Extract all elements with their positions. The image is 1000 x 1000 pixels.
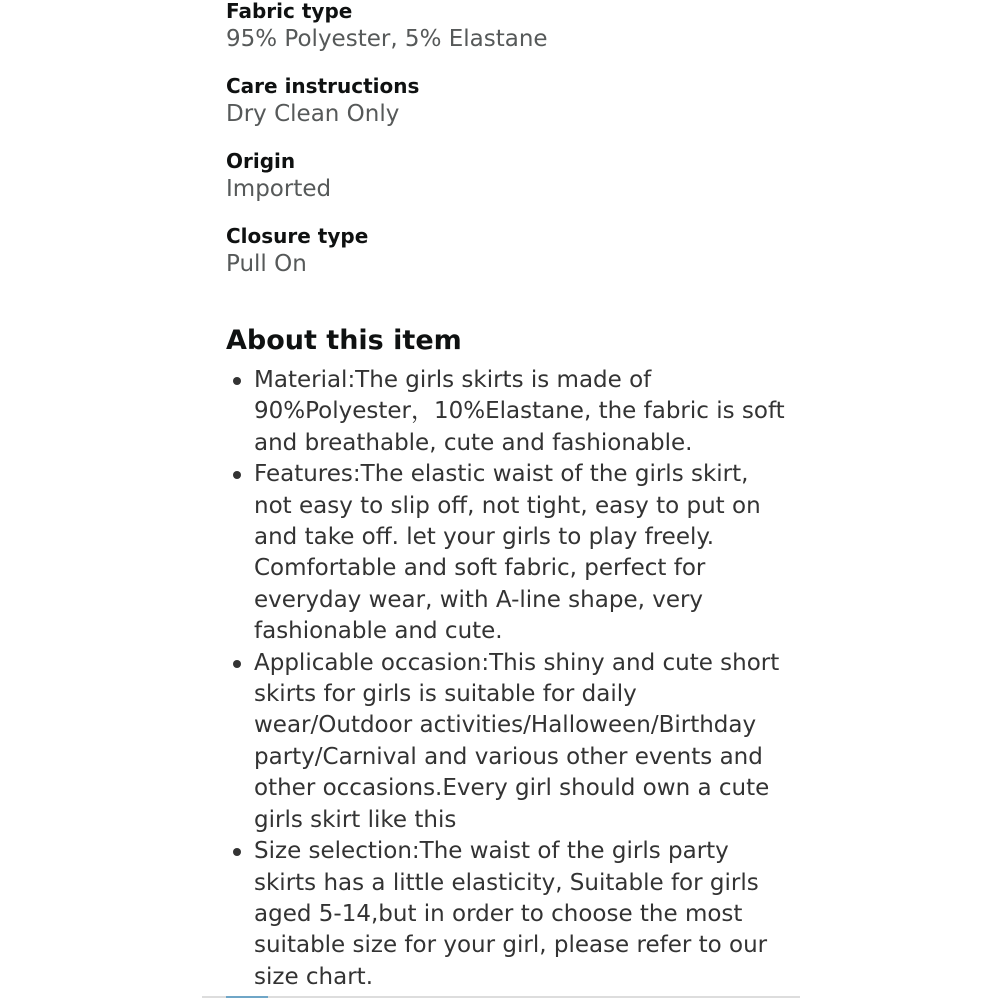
detail-origin: [226, 148, 331, 204]
detail-label: Fabric type: [226, 0, 353, 23]
detail-value: Imported: [226, 176, 332, 202]
bullet-dot-icon: [233, 471, 241, 479]
bullet-text: Applicable occasion:This shiny and cute short skirts for girls is suitable for daily wear/Outdoor activities/Halloween/Birthday party/Carnival and various other events and other occasions.Every girl should own a cute girls skirt like this: [254, 649, 780, 833]
bullet-text: Size selection:The waist of the girls party skirts has a little elasticity, Suitable for girls aged 5-14,but in order to choose the most suitable size for your girl, please refer to our size chart.: [254, 838, 768, 990]
bottom-divider: [202, 996, 800, 998]
detail-care-instructions: [226, 73, 419, 129]
detail-label: Origin: [226, 149, 296, 173]
detail-label: Care instructions: [226, 74, 420, 98]
bullet-dot-icon: [233, 848, 241, 856]
bullet-dot-icon: [233, 660, 241, 668]
list-item: [226, 648, 786, 836]
detail-value: Pull On: [226, 251, 307, 277]
bottom-divider-accent: [226, 996, 268, 998]
about-this-item-heading: About this item: [226, 325, 462, 356]
about-bullet-list: [226, 365, 786, 993]
detail-value: Dry Clean Only: [226, 101, 400, 127]
list-item: [226, 365, 786, 459]
bullet-dot-icon: [233, 377, 241, 385]
detail-label: Closure type: [226, 224, 369, 248]
detail-value: 95% Polyester, 5% Elastane: [226, 26, 548, 52]
detail-fabric-type: [226, 0, 548, 54]
list-item: [226, 459, 786, 647]
list-item: [226, 836, 786, 993]
bullet-text: Features:The elastic waist of the girls skirt, not easy to slip off, not tight, easy to put on and take off. let your girls to play freely. Comfortable and soft fabric, perfect for everyday wear, with A-line shape, very fashionable and cute.: [254, 461, 761, 645]
bullet-text: Material:The girls skirts is made of 90%Polyester，10%Elastane, the fabric is soft and breathable, cute and fashionable.: [254, 367, 785, 456]
detail-closure-type: [226, 223, 368, 279]
